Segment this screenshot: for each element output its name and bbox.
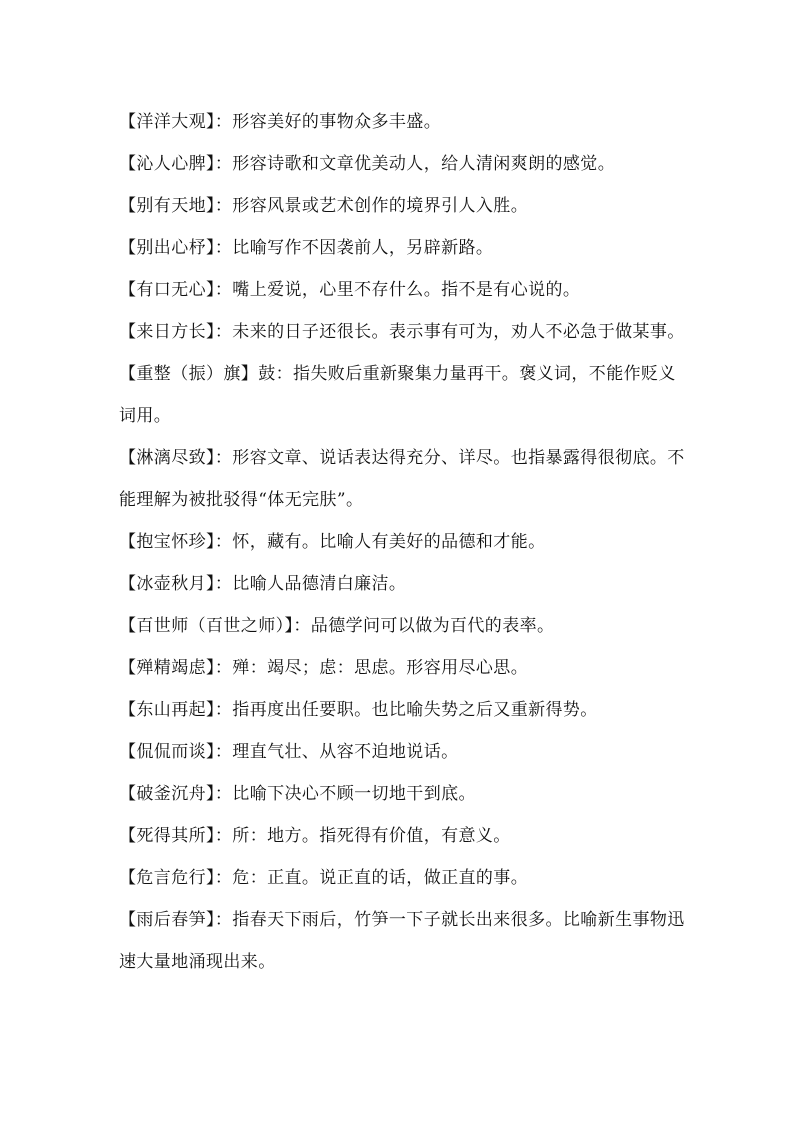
idiom-entry: 【雨后春笋】：指春天下雨后，竹笋一下子就长出来很多。比喻新生事物迅速大量地涌现出来。 [119,910,685,972]
idiom-entry: 【抱宝怀珍】：怀，藏有。比喻人有美好的品德和才能。 [119,532,546,552]
idiom-entry: 【百世师（百世之师）】：品德学问可以做为百代的表率。 [119,616,555,636]
idiom-entry: 【淋漓尽致】：形容文章、说话表达得充分、详尽。也指暴露得很彻底。不能理解为被批驳得“体无完肤”。 [119,448,685,510]
idiom-entry: 【冰壶秋月】：比喻人品德清白廉洁。 [119,574,407,594]
idiom-entry: 【破釜沉舟】：比喻下决心不顾一切地干到底。 [119,784,476,804]
idiom-entry: 【洋洋大观】：形容美好的事物众多丰盛。 [119,112,442,132]
idiom-entry: 【危言危行】：危：正直。说正直的话，做正直的事。 [119,868,529,888]
idiom-entry: 【有口无心】：嘴上爱说，心里不存什么。指不是有心说的。 [119,280,581,300]
idiom-entry: 【殚精竭虑】：殚：竭尽；虑：思虑。形容用尽心思。 [119,658,529,678]
idiom-entry: 【别出心杼】：比喻写作不因袭前人，另辟新路。 [119,238,494,258]
idiom-list [119,101,685,983]
idiom-entry: 【别有天地】：形容风景或艺术创作的境界引人入胜。 [119,196,529,216]
idiom-entry: 【重整（振）旗】鼓：指失败后重新聚集力量再干。褒义词，不能作贬义词用。 [119,364,676,426]
idiom-entry: 【东山再起】：指再度出任要职。也比喻失势之后又重新得势。 [119,700,598,720]
idiom-entry: 【沁人心脾】：形容诗歌和文章优美动人，给人清闲爽朗的感觉。 [119,154,616,174]
idiom-entry: 【来日方长】：未来的日子还很长。表示事有可为，劝人不必急于做某事。 [119,322,685,342]
idiom-entry: 【死得其所】：所：地方。指死得有价值，有意义。 [119,826,511,846]
idiom-entry: 【侃侃而谈】：理直气壮、从容不迫地说话。 [119,742,459,762]
